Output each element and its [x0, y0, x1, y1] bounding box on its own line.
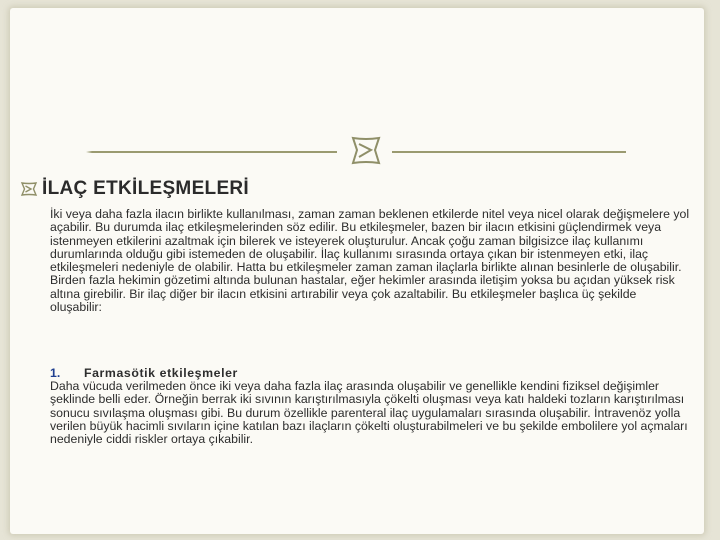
body-paragraph: İki veya daha fazla ilacın birlikte kullanılması, zaman zaman beklenen etkilerde nitel veya nicel olarak değişmelere yol açabilir. Bu durumda ilaç etkileşmelerinden söz edilir. Bu etkileşmeler, bazen bir ilacın etkisini güçlendirmek veya istenmeyen etkilerini azaltmak için bilerek ve isteyerek oluşturulur. Ancak çoğu zaman bilgisizce ilaç kullanımı durumlarında olduğu gibi istemeden de oluşabilir. İlaç kullanımı sırasında ortaya çıkan bir istenmeyen etki, ilaç etkileşmeleri nedeniyle de olabilir. Hatta bu etkileşmeler zaman zaman ilaçlarla birlikte alınan besinlerle de oluşabilir. Birden fazla hekimin gözetimi altında bulunan hastalar, eğer hekimler arasında iletişim yoksa bu açıdan yüksek risk altına girebilir. Bir ilaç diğer bir ilacın etkisini artırabilir veya çok azaltabilir. Bu etkileşmeler başlıca üç şekilde oluşabilir:	[50, 207, 690, 315]
body-paragraph: Daha vücuda verilmeden önce iki veya daha fazla ilaç arasında oluşabilir ve genellikle kendini fiziksel değişimler şeklinde belli eder. Örneğin berrak iki sıvının karıştırılmasıyla çökelti oluşması veya katı haldeki tozların karıştırılması sonucu sıvılaşma oluşması gibi. Bu durum özellikle parenteral ilaç uygulamaları sırasında oluşabilir. İntravenöz yolla verilen büyük hacimli sıvıların içine katılan bazı ilaçların çökelti oluşturabilmeleri ve bu şekilde embolilere yol açmaları nedeniyle ciddi riskler ortaya çıkabilir.	[50, 379, 688, 447]
section-heading-text: Farmasötik etkileşmeler	[84, 366, 238, 380]
title-row	[20, 176, 249, 202]
section-number: 1.	[50, 366, 61, 380]
divider-line-left	[92, 151, 337, 153]
slide	[10, 8, 704, 534]
arrow-bullet-icon	[20, 181, 38, 197]
arrow-bullet-icon	[350, 136, 382, 166]
slide-title: İLAÇ ETKİLEŞMELERİ	[42, 178, 250, 199]
divider-line-right	[392, 151, 626, 153]
section-heading	[50, 366, 238, 380]
